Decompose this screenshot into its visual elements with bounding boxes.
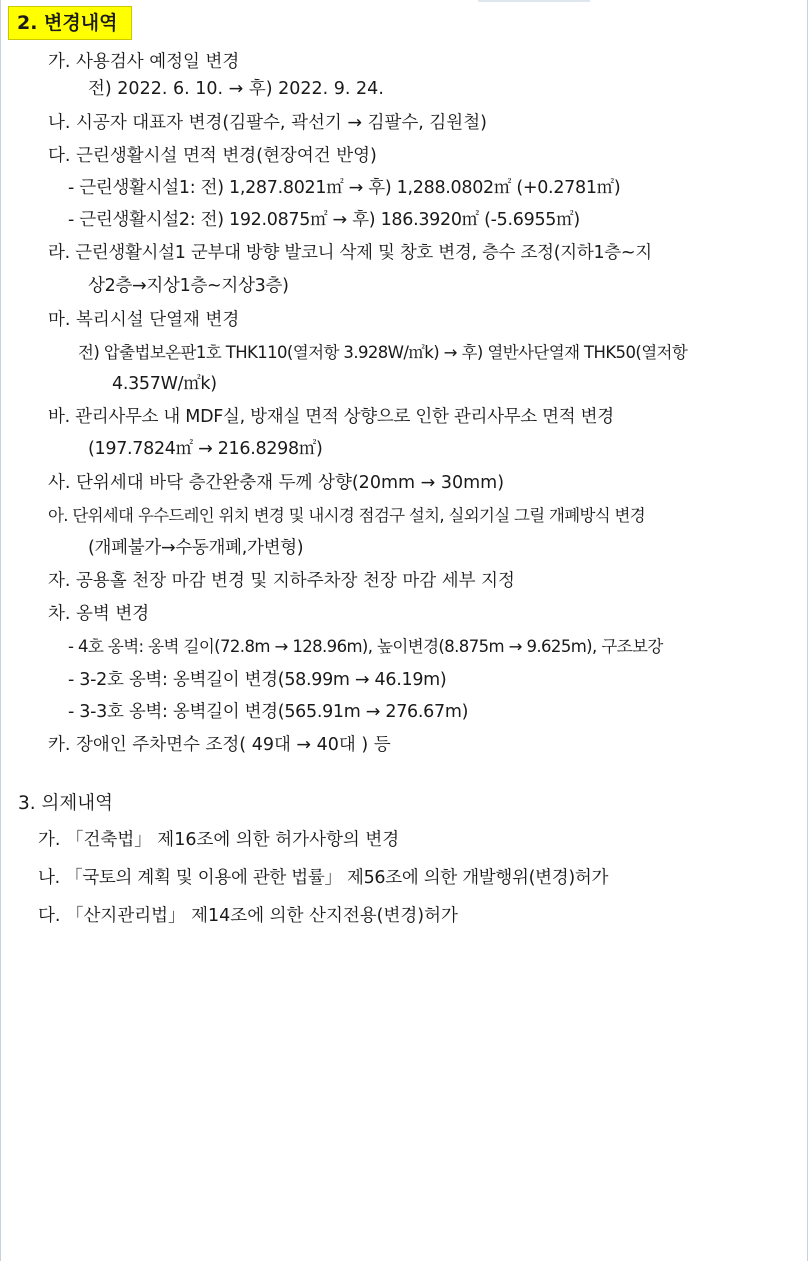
item3-ga: 가. 「건축법」 제16조에 의한 허가사항의 변경 bbox=[38, 830, 400, 850]
item-da-sub1: - 근린생활시설1: 전) 1,287.8021㎡ → 후) 1,288.0802㎡ (+0.2781㎡) bbox=[68, 178, 621, 198]
item-ga: 가. 사용검사 예정일 변경 bbox=[48, 52, 240, 72]
item-ga-detail: 전) 2022. 6. 10. → 후) 2022. 9. 24. bbox=[88, 79, 384, 99]
item-ba-cont: (197.7824㎡ → 216.8298㎡) bbox=[88, 439, 323, 459]
section-3-heading: 3. 의제내역 bbox=[18, 793, 114, 814]
item-a-cont: (개폐불가→수동개폐,가변형) bbox=[88, 538, 304, 558]
item-ja: 자. 공용홀 천장 마감 변경 및 지하주차장 천장 마감 세부 지정 bbox=[48, 571, 515, 591]
item-na: 나. 시공자 대표자 변경(김팔수, 곽선기 → 김팔수, 김원철) bbox=[48, 113, 487, 133]
item-ra: 라. 근린생활시설1 군부대 방향 발코니 삭제 및 창호 변경, 층수 조정(지하1층~지 bbox=[48, 243, 652, 263]
page-border-left bbox=[0, 0, 1, 1261]
item-ba: 바. 관리사무소 내 MDF실, 방재실 면적 상향으로 인한 관리사무소 면적 변경 bbox=[48, 407, 614, 427]
item-a: 아. 단위세대 우수드레인 위치 변경 및 내시경 점검구 설치, 실외기실 그릴 개폐방식 변경 bbox=[48, 506, 645, 525]
item-da: 다. 근린생활시설 면적 변경(현장여건 반영) bbox=[48, 146, 377, 166]
item-cha-sub2: - 3-2호 옹벽: 옹벽길이 변경(58.99m → 46.19m) bbox=[68, 670, 447, 690]
item-sa: 사. 단위세대 바닥 층간완충재 두께 상향(20mm → 30mm) bbox=[48, 473, 505, 493]
item-cha: 차. 옹벽 변경 bbox=[48, 604, 150, 624]
item-cha-sub3: - 3-3호 옹벽: 옹벽길이 변경(565.91m → 276.67m) bbox=[68, 702, 469, 722]
item3-na: 나. 「국토의 계획 및 이용에 관한 법률」 제56조에 의한 개발행위(변경)허가 bbox=[38, 868, 609, 888]
item-ma-cont: 4.357W/㎡k) bbox=[112, 374, 217, 394]
item3-da: 다. 「산지관리법」 제14조에 의한 산지전용(변경)허가 bbox=[38, 906, 458, 926]
item-ma-detail: 전) 압출법보온판1호 THK110(열저항 3.928W/㎡k) → 후) 열반사단열재 THK50(열저항 bbox=[78, 343, 688, 362]
item-cha-sub1: - 4호 옹벽: 옹벽 길이(72.8m → 128.96m), 높이변경(8.875m → 9.625m), 구조보강 bbox=[68, 637, 663, 656]
item-ka: 카. 장애인 주차면수 조정( 49대 → 40대 ) 등 bbox=[48, 735, 391, 755]
page-border-right bbox=[807, 0, 808, 1261]
ruler-mark bbox=[478, 0, 590, 2]
item-ma: 마. 복리시설 단열재 변경 bbox=[48, 310, 240, 330]
item-da-sub2: - 근린생활시설2: 전) 192.0875㎡ → 후) 186.3920㎡ (-5.6955㎡) bbox=[68, 210, 580, 230]
item-ra-cont: 상2층→지상1층~지상3층) bbox=[88, 276, 289, 296]
section-2-heading: 2. 변경내역 bbox=[8, 6, 132, 40]
